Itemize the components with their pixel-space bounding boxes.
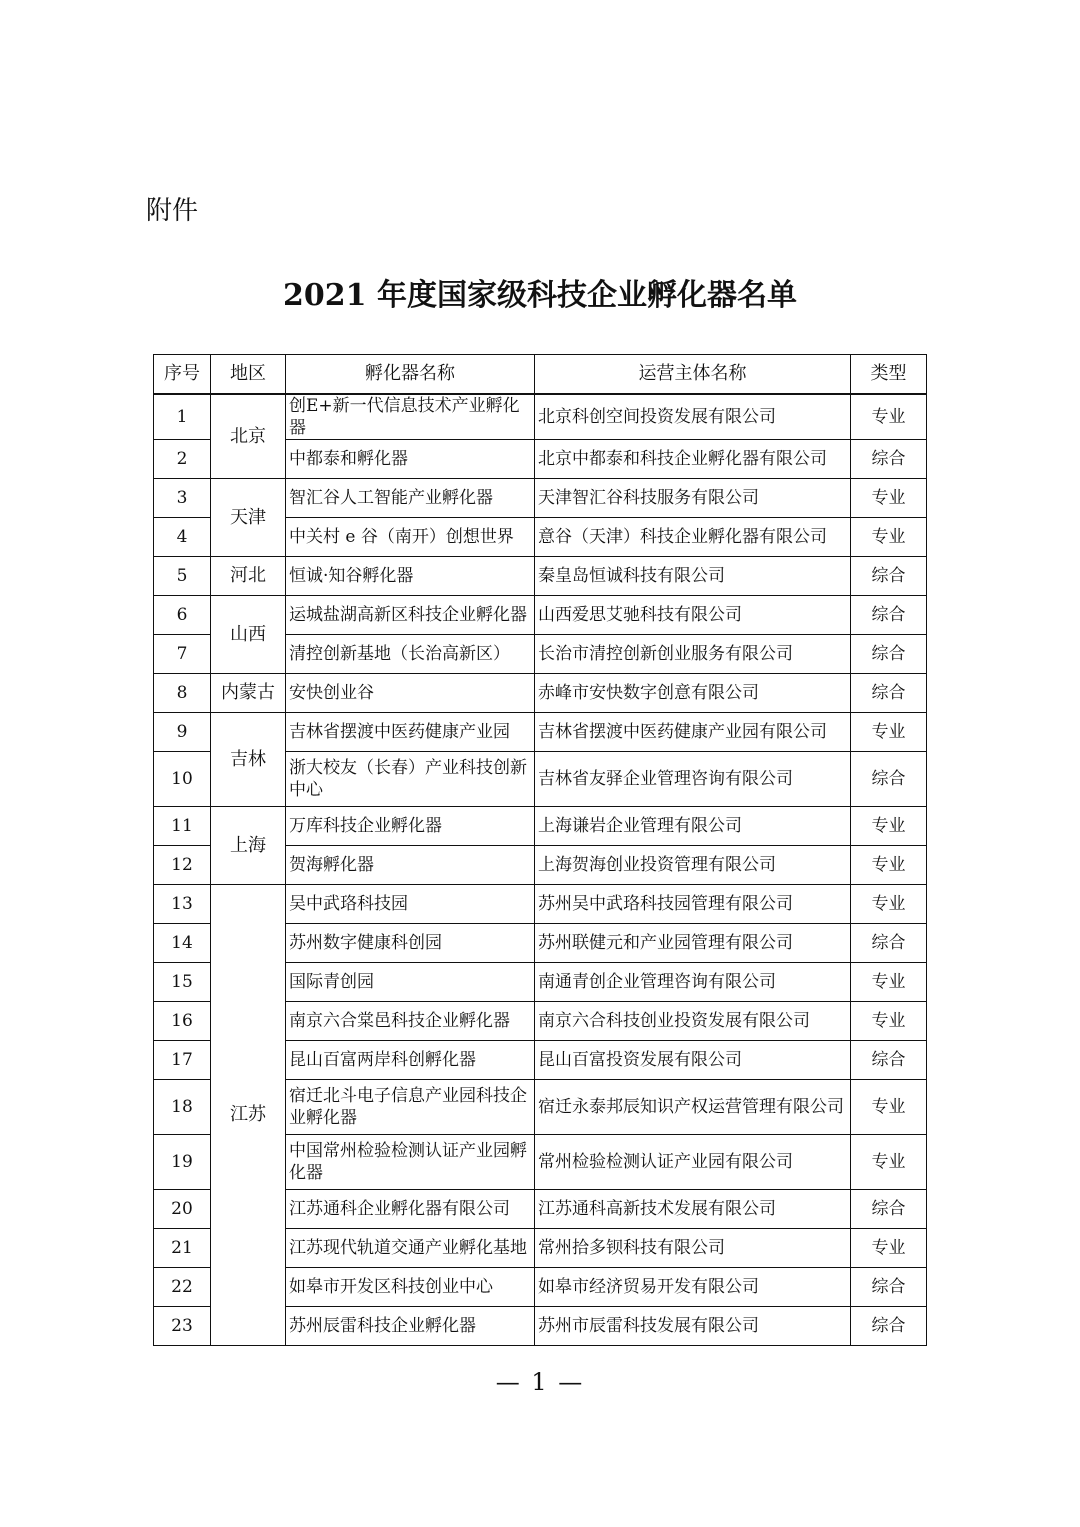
document-title: 2021 年度国家级科技企业孵化器名单 (283, 278, 797, 313)
incubator-name-cell: 中国常州检验检测认证产业园孵化器 (286, 1135, 535, 1190)
seq-cell: 7 (154, 635, 211, 674)
type-cell: 专业 (851, 963, 927, 1002)
seq-cell: 15 (154, 963, 211, 1002)
type-cell: 综合 (851, 1268, 927, 1307)
region-cell: 河北 (211, 557, 286, 596)
seq-cell: 1 (154, 394, 211, 440)
incubator-name-cell: 清控创新基地（长治高新区） (286, 635, 535, 674)
type-cell: 综合 (851, 752, 927, 807)
type-cell: 专业 (851, 713, 927, 752)
seq-cell: 16 (154, 1002, 211, 1041)
region-cell: 吉林 (211, 713, 286, 807)
type-cell: 专业 (851, 1229, 927, 1268)
operator-name-cell: 常州检验检测认证产业园有限公司 (535, 1135, 851, 1190)
type-cell: 专业 (851, 807, 927, 846)
type-cell: 综合 (851, 557, 927, 596)
table-row (154, 807, 927, 846)
operator-name-cell: 如皋市经济贸易开发有限公司 (535, 1268, 851, 1307)
seq-cell: 22 (154, 1268, 211, 1307)
incubator-name-cell: 吉林省摆渡中医药健康产业园 (286, 713, 535, 752)
column-header: 序号 (154, 355, 211, 395)
table-row (154, 557, 927, 596)
operator-name-cell: 意谷（天津）科技企业孵化器有限公司 (535, 518, 851, 557)
incubator-name-cell: 浙大校友（长春）产业科技创新中心 (286, 752, 535, 807)
operator-name-cell: 苏州吴中武珞科技园管理有限公司 (535, 885, 851, 924)
column-header: 运营主体名称 (535, 355, 851, 395)
type-cell: 综合 (851, 924, 927, 963)
incubator-name-cell: 苏州数字健康科创园 (286, 924, 535, 963)
type-cell: 专业 (851, 1002, 927, 1041)
incubator-name-cell: 江苏通科企业孵化器有限公司 (286, 1190, 535, 1229)
incubator-name-cell: 贺海孵化器 (286, 846, 535, 885)
operator-name-cell: 吉林省摆渡中医药健康产业园有限公司 (535, 713, 851, 752)
type-cell: 综合 (851, 1041, 927, 1080)
incubator-name-cell: 运城盐湖高新区科技企业孵化器 (286, 596, 535, 635)
region-cell: 江苏 (211, 885, 286, 1346)
seq-cell: 18 (154, 1080, 211, 1135)
operator-name-cell: 苏州市辰雷科技发展有限公司 (535, 1307, 851, 1346)
incubator-name-cell: 中都泰和孵化器 (286, 440, 535, 479)
operator-name-cell: 常州拾多钡科技有限公司 (535, 1229, 851, 1268)
type-cell: 专业 (851, 394, 927, 440)
incubator-name-cell: 苏州辰雷科技企业孵化器 (286, 1307, 535, 1346)
column-header: 地区 (211, 355, 286, 395)
operator-name-cell: 宿迁永泰邦辰知识产权运营管理有限公司 (535, 1080, 851, 1135)
type-cell: 综合 (851, 596, 927, 635)
type-cell: 专业 (851, 1080, 927, 1135)
operator-name-cell: 江苏通科高新技术发展有限公司 (535, 1190, 851, 1229)
operator-name-cell: 秦皇岛恒诚科技有限公司 (535, 557, 851, 596)
seq-cell: 14 (154, 924, 211, 963)
incubator-name-cell: 吴中武珞科技园 (286, 885, 535, 924)
seq-cell: 17 (154, 1041, 211, 1080)
type-cell: 综合 (851, 440, 927, 479)
operator-name-cell: 昆山百富投资发展有限公司 (535, 1041, 851, 1080)
operator-name-cell: 长治市清控创新创业服务有限公司 (535, 635, 851, 674)
seq-cell: 4 (154, 518, 211, 557)
table-row (154, 394, 927, 440)
type-cell: 综合 (851, 1190, 927, 1229)
seq-cell: 20 (154, 1190, 211, 1229)
type-cell: 专业 (851, 846, 927, 885)
type-cell: 专业 (851, 479, 927, 518)
attachment-label: 附件 (146, 196, 199, 226)
seq-cell: 13 (154, 885, 211, 924)
incubator-name-cell: 宿迁北斗电子信息产业园科技企业孵化器 (286, 1080, 535, 1135)
seq-cell: 11 (154, 807, 211, 846)
region-cell: 内蒙古 (211, 674, 286, 713)
incubator-name-cell: 安快创业谷 (286, 674, 535, 713)
table-row (154, 479, 927, 518)
seq-cell: 9 (154, 713, 211, 752)
seq-cell: 3 (154, 479, 211, 518)
operator-name-cell: 苏州联健元和产业园管理有限公司 (535, 924, 851, 963)
seq-cell: 23 (154, 1307, 211, 1346)
seq-cell: 8 (154, 674, 211, 713)
operator-name-cell: 北京科创空间投资发展有限公司 (535, 394, 851, 440)
operator-name-cell: 赤峰市安快数字创意有限公司 (535, 674, 851, 713)
incubator-name-cell: 南京六合棠邑科技企业孵化器 (286, 1002, 535, 1041)
incubator-name-cell: 中关村 e 谷（南开）创想世界 (286, 518, 535, 557)
seq-cell: 21 (154, 1229, 211, 1268)
type-cell: 专业 (851, 518, 927, 557)
column-header: 孵化器名称 (286, 355, 535, 395)
type-cell: 综合 (851, 635, 927, 674)
table-row (154, 713, 927, 752)
operator-name-cell: 南通青创企业管理咨询有限公司 (535, 963, 851, 1002)
operator-name-cell: 吉林省友驿企业管理咨询有限公司 (535, 752, 851, 807)
incubator-name-cell: 江苏现代轨道交通产业孵化基地 (286, 1229, 535, 1268)
seq-cell: 10 (154, 752, 211, 807)
seq-cell: 6 (154, 596, 211, 635)
operator-name-cell: 南京六合科技创业投资发展有限公司 (535, 1002, 851, 1041)
incubator-name-cell: 昆山百富两岸科创孵化器 (286, 1041, 535, 1080)
operator-name-cell: 上海贺海创业投资管理有限公司 (535, 846, 851, 885)
region-cell: 天津 (211, 479, 286, 557)
incubator-name-cell: 智汇谷人工智能产业孵化器 (286, 479, 535, 518)
seq-cell: 12 (154, 846, 211, 885)
incubator-name-cell: 万库科技企业孵化器 (286, 807, 535, 846)
operator-name-cell: 上海谦岩企业管理有限公司 (535, 807, 851, 846)
region-cell: 山西 (211, 596, 286, 674)
incubator-name-cell: 恒诚·知谷孵化器 (286, 557, 535, 596)
column-header: 类型 (851, 355, 927, 395)
seq-cell: 5 (154, 557, 211, 596)
seq-cell: 2 (154, 440, 211, 479)
page-number: — 1 — (495, 1368, 585, 1396)
operator-name-cell: 北京中都泰和科技企业孵化器有限公司 (535, 440, 851, 479)
table-row (154, 885, 927, 924)
table-row (154, 596, 927, 635)
incubator-table (153, 354, 927, 1346)
type-cell: 综合 (851, 674, 927, 713)
incubator-name-cell: 创E+新一代信息技术产业孵化器 (286, 394, 535, 440)
type-cell: 专业 (851, 1135, 927, 1190)
region-cell: 北京 (211, 394, 286, 479)
type-cell: 专业 (851, 885, 927, 924)
incubator-name-cell: 如皋市开发区科技创业中心 (286, 1268, 535, 1307)
type-cell: 综合 (851, 1307, 927, 1346)
region-cell: 上海 (211, 807, 286, 885)
operator-name-cell: 天津智汇谷科技服务有限公司 (535, 479, 851, 518)
table-row (154, 674, 927, 713)
incubator-name-cell: 国际青创园 (286, 963, 535, 1002)
operator-name-cell: 山西爱思艾驰科技有限公司 (535, 596, 851, 635)
seq-cell: 19 (154, 1135, 211, 1190)
table-header-row (154, 355, 927, 395)
